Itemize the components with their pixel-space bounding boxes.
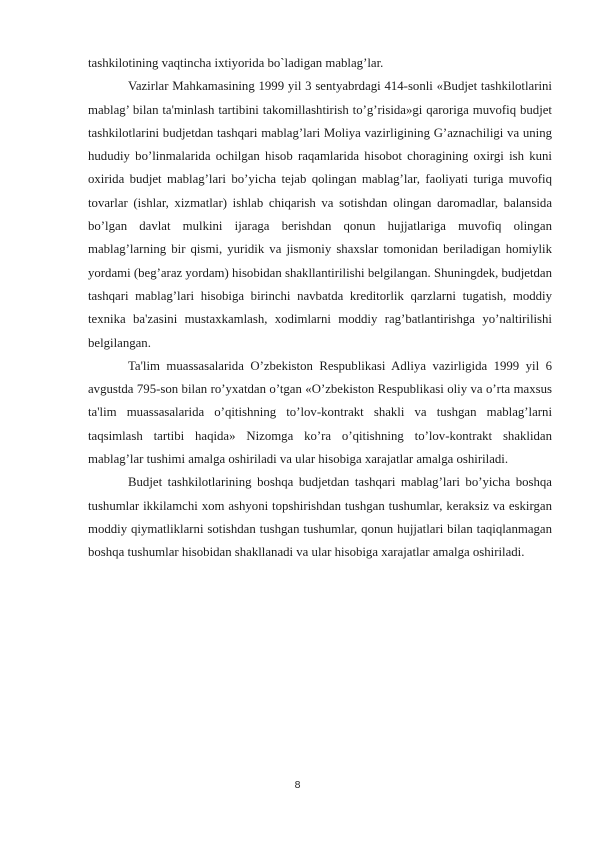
paragraph-continuation: tashkilotining vaqtincha ixtiyorida bo`ladigan mablag’lar.	[88, 56, 384, 70]
paragraph-education-institutions: Ta'lim muassasalarida O’zbekiston Respublikasi Adliya vazirligida 1999 yil 6 avgustda 795-son bilan ro’yxatdan o’tgan «O’zbekiston Respublikasi oliy va o’rta maxsus ta'lim muassasalarida o’qitishning to’lov-kontrakt shakli va tushgan mablag’larni taqsimlash tartibi haqida» Nizomga ko’ra o’qitishning to’lov-kontrakt shaklidan mablag’lar tushimi amalga oshiriladi va ular hisobiga xarajatlar amalga oshiriladi.	[88, 358, 552, 467]
document-page	[88, 52, 552, 565]
page-number: 8	[294, 780, 301, 791]
paragraph-other-receipts: Budjet tashkilotlarining boshqa budjetdan tashqari mablag’lari bo’yicha boshqa tushumlar ikkilamchi xom ashyoni topshirishdan tushgan tushumlar, keraksiz va eskirgan moddiy qiymatliklarni sotishdan tushgan tushumlar, qonun hujjatlari bilan taqiqlanmagan boshqa tushumlar hisobidan shakllanadi va ular hisobiga xarajatlar amalga oshiriladi.	[88, 475, 552, 560]
paragraph-cabinet-resolution: Vazirlar Mahkamasining 1999 yil 3 sentyabrdagi 414-sonli «Budjet tashkilotlarini mablag’ bilan ta'minlash tartibini takomillashtirish to’g’risida»gi qaroriga muvofiq budjet tashkilotlarini budjetdan tashqari mablag’lari Moliya vazirligining G’aznachiligi va uning hududiy bo’linmalarida ochilgan hisob raqamlarida hisobot choragining oxirgi ish kuni oxirida budjet mablag’lari bo’yicha tejab qolingan mablag’lar, faoliyati turiga muvofiq tovarlar (ishlar, xizmatlar) ishlab chiqarish va sotishdan olingan daromadlar, balansida bo’lgan davlat mulkini ijaraga berishdan qonun hujjatlariga muvofiq olingan mablag’larning bir qismi, yuridik va jismoniy shaxslar tomonidan beriladigan homiylik yordami (beg’araz yordam) hisobidan shakllantirilishi belgilangan. Shuningdek, budjetdan tashqari mablag’lari hisobiga birinchi navbatda kreditorlik qarzlarni tugatish, moddiy texnika ba'zasini mustaxkamlash, xodimlarni moddiy rag’batlantirishga yo’naltirilishi belgilangan.	[88, 79, 552, 350]
